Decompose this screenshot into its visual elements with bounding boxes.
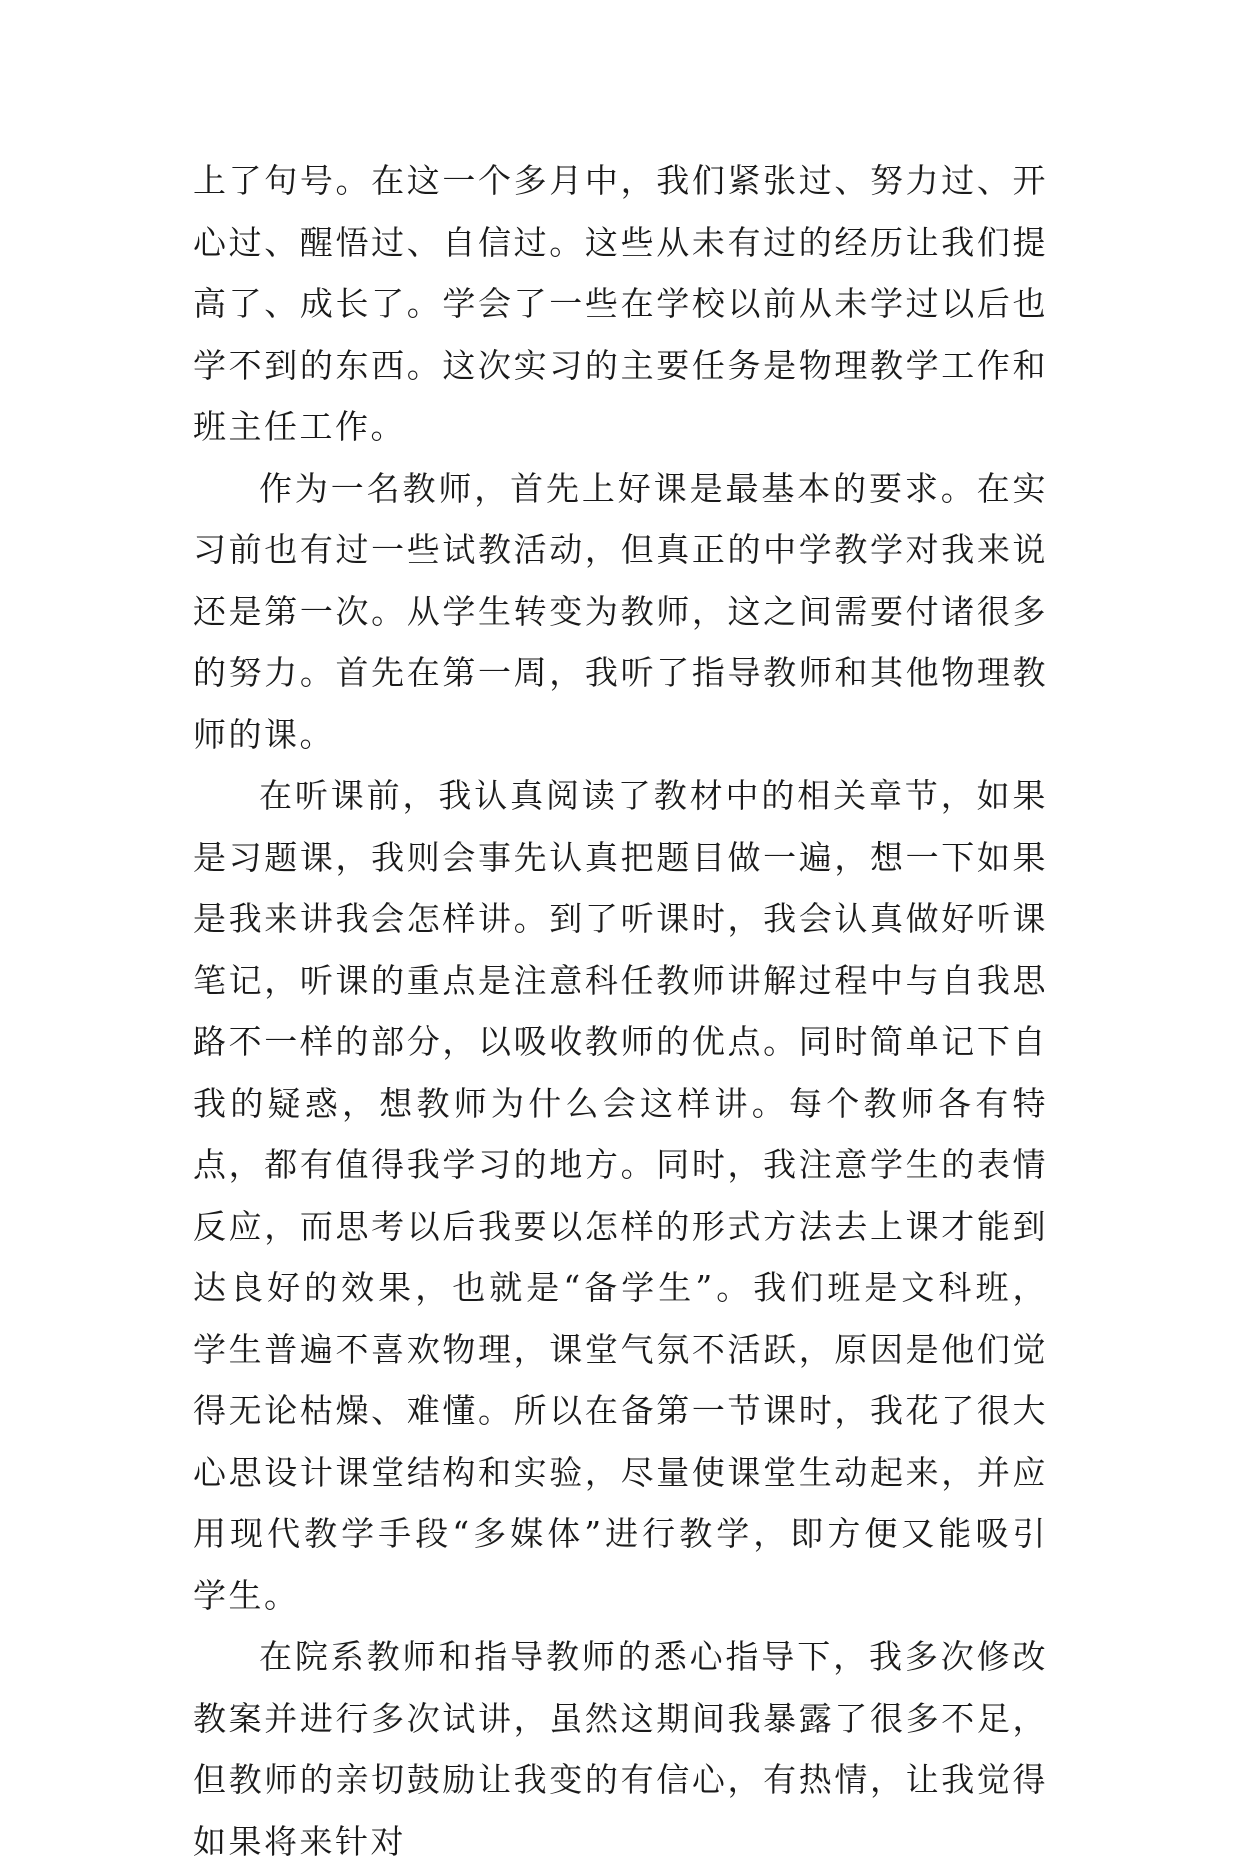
paragraph-1: 上了句号。在这一个多月中，我们紧张过、努力过、开心过、醒悟过、自信过。这些从未有过的经历让我们提高了、成长了。学会了一些在学校以前从未学过以后也学不到的东西。这次实习的主要任务是物理教学工作和班主任工作。 [193, 161, 1048, 446]
paragraph-3: 在听课前，我认真阅读了教材中的相关章节，如果是习题课，我则会事先认真把题目做一遍，想一下如果是我来讲我会怎样讲。到了听课时，我会认真做好听课笔记，听课的重点是注意科任教师讲解过程中与自我思路不一样的部分，以吸收教师的优点。同时简单记下自我的疑惑，想教师为什么会这样讲。每个教师各有特点，都有值得我学习的地方。同时，我注意学生的表情反应，而思考以后我要以怎样的形式方法去上课才能到达良好的效果，也就是“备学生”。我们班是文科班，学生普遍不喜欢物理，课堂气氛不活跃，原因是他们觉得无论枯燥、难懂。所以在备第一节课时，我花了很大心思设计课堂结构和实验，尽量使课堂生动起来，并应用现代教学手段“多媒体”进行教学，即方便又能吸引学生。 [193, 776, 1048, 1615]
paragraph-2: 作为一名教师，首先上好课是最基本的要求。在实习前也有过一些试教活动，但真正的中学教学对我来说还是第一次。从学生转变为教师，这之间需要付诸很多的努力。首先在第一周，我听了指导教师和其他物理教师的课。 [193, 468, 1048, 754]
paragraph-4: 在院系教师和指导教师的悉心指导下，我多次修改教案并进行多次试讲，虽然这期间我暴露了很多不足，但教师的亲切鼓励让我变的有信心，有热情，让我觉得如果将来针对 [193, 1637, 1048, 1861]
document-body [193, 150, 1048, 1872]
